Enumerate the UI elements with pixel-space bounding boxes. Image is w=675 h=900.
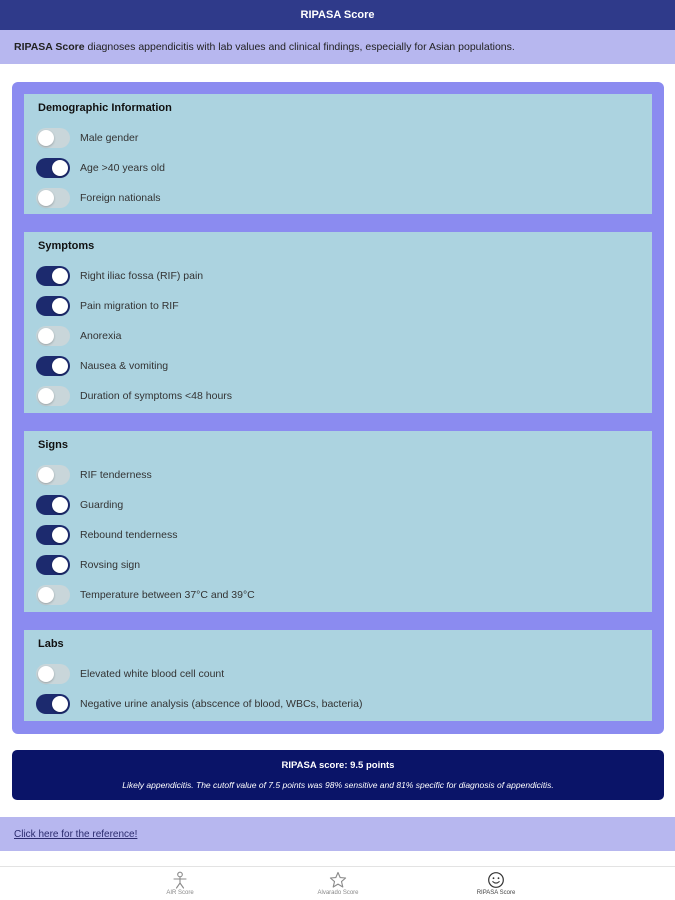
smiley-icon	[487, 871, 505, 889]
intro-banner	[0, 30, 675, 64]
tab-air-score[interactable]	[130, 871, 230, 899]
toggle-label: Duration of symptoms <48 hours	[80, 390, 233, 402]
toggle-label: Pain migration to RIF	[80, 300, 179, 312]
toggle-label: Age >40 years old	[80, 162, 165, 174]
section-title: Demographic Information	[38, 102, 172, 114]
toggle-label: Rebound tenderness	[80, 529, 178, 541]
toggle-switch[interactable]	[36, 158, 70, 178]
criteria-panel	[12, 82, 664, 734]
toggle-label: Anorexia	[80, 330, 122, 342]
intro-text: diagnoses appendicitis with lab values and clinical findings, especially for Asian populations.	[84, 41, 515, 53]
person-icon	[171, 871, 189, 889]
star-icon	[329, 871, 347, 889]
toggle-label: Negative urine analysis (abscence of blood, WBCs, bacteria)	[80, 698, 363, 710]
tab-alvarado-score[interactable]	[288, 871, 388, 899]
toggle-switch[interactable]	[36, 525, 70, 545]
toggle-switch[interactable]	[36, 664, 70, 684]
toggle-switch[interactable]	[36, 386, 70, 406]
toggle-switch[interactable]	[36, 188, 70, 208]
toggle-row-rovsing-sign[interactable]	[36, 553, 140, 577]
tab-ripasa-score[interactable]	[446, 871, 546, 899]
intro-bold-text: RIPASA Score	[14, 41, 85, 53]
toggle-switch[interactable]	[36, 326, 70, 346]
page-title: RIPASA Score	[300, 9, 375, 21]
toggle-label: Elevated white blood cell count	[80, 668, 225, 680]
reference-banner	[0, 817, 675, 851]
toggle-row-guarding[interactable]	[36, 493, 123, 517]
toggle-label: Temperature between 37°C and 39°C	[80, 589, 255, 601]
score-result-card	[12, 750, 664, 800]
toggle-switch[interactable]	[36, 585, 70, 605]
toggle-row-anorexia[interactable]	[36, 324, 121, 348]
toggle-row-rebound-tenderness[interactable]	[36, 523, 178, 547]
tab-label: RIPASA Score	[476, 890, 516, 896]
toggle-row-nausea-vomiting[interactable]	[36, 354, 168, 378]
toggle-row-negative-urine[interactable]	[36, 692, 362, 716]
section-title: Symptoms	[38, 240, 95, 252]
toggle-switch[interactable]	[36, 128, 70, 148]
toggle-row-age-over-40[interactable]	[36, 156, 165, 180]
bottom-tab-bar	[0, 866, 675, 900]
score-title: RIPASA score: 9.5 points	[281, 760, 395, 771]
toggle-switch[interactable]	[36, 356, 70, 376]
toggle-switch[interactable]	[36, 495, 70, 515]
toggle-label: Male gender	[80, 132, 139, 144]
toggle-label: Nausea & vomiting	[80, 360, 169, 372]
toggle-switch[interactable]	[36, 296, 70, 316]
toggle-label: RIF tenderness	[80, 469, 152, 481]
score-description: Likely appendicitis. The cutoff value of 7.5 points was 98% sensitive and 81% specific for diagnosis of appendicitis.	[122, 780, 554, 790]
toggle-row-duration-under-48h[interactable]	[36, 384, 232, 408]
toggle-label: Foreign nationals	[80, 192, 161, 204]
tab-label: Alvarado Score	[317, 890, 359, 896]
section-demographic	[24, 94, 652, 214]
section-signs	[24, 431, 652, 612]
toggle-row-male-gender[interactable]	[36, 126, 138, 150]
toggle-switch[interactable]	[36, 266, 70, 286]
toggle-label: Rovsing sign	[80, 559, 141, 571]
toggle-row-pain-migration[interactable]	[36, 294, 179, 318]
app-title-bar	[0, 0, 675, 30]
section-labs	[24, 630, 652, 721]
toggle-row-rif-pain[interactable]	[36, 264, 203, 288]
toggle-switch[interactable]	[36, 694, 70, 714]
toggle-row-foreign-nationals[interactable]	[36, 186, 161, 210]
toggle-row-rif-tenderness[interactable]	[36, 463, 152, 487]
toggle-label: Guarding	[80, 499, 124, 511]
tab-label: AIR Score	[166, 890, 194, 896]
toggle-switch[interactable]	[36, 465, 70, 485]
section-symptoms	[24, 232, 652, 413]
toggle-row-temperature[interactable]	[36, 583, 255, 607]
toggle-label: Right iliac fossa (RIF) pain	[80, 270, 204, 282]
toggle-switch[interactable]	[36, 555, 70, 575]
toggle-row-elevated-wbc[interactable]	[36, 662, 224, 686]
reference-link[interactable]: Click here for the reference!	[14, 828, 138, 840]
section-title: Labs	[38, 638, 64, 650]
section-title: Signs	[38, 439, 68, 451]
